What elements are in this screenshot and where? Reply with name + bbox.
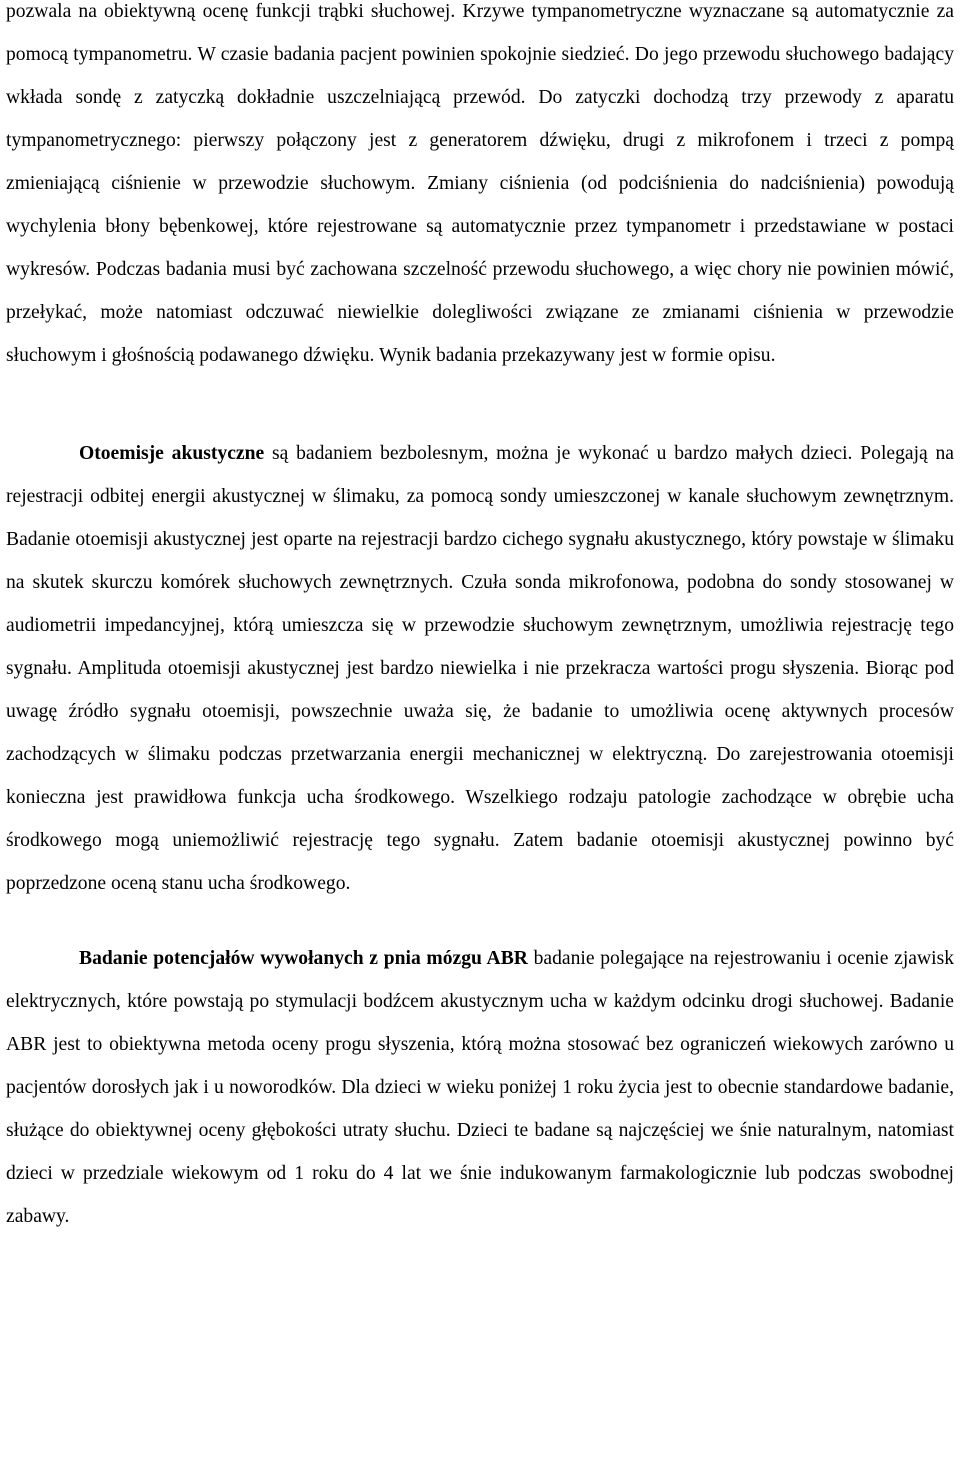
- paragraph-tympanometry: pozwala na obiektywną ocenę funkcji trąbki słuchowej. Krzywe tympanometryczne wyznaczane są automatycznie za pomocą tympanometru. W czasie badania pacjent powinien spokojnie siedzieć. Do jego przewodu słuchowego badający wkłada sondę z zatyczką dokładnie uszczelniającą przewód. Do zatyczki dochodzą trzy przewody z aparatu tympanometrycznego: pierwszy połączony jest z generatorem dźwięku, drugi z mikrofonem i trzeci z pompą zmieniającą ciśnienie w przewodzie słuchowym. Zmiany ciśnienia (od podciśnienia do nadciśnienia) powodują wychylenia błony bębenkowej, które rejestrowane są automatycznie przez tympanometr i przedstawiane w postaci wykresów. Podczas badania musi być zachowana szczelność przewodu słuchowego, a więc chory nie powinien mówić, przełykać, może natomiast odczuwać niewielkie dolegliwości związane ze zmianami ciśnienia w przewodzie słuchowym i głośnością podawanego dźwięku. Wynik badania przekazywany jest w formie opisu.: [6, 1, 954, 366]
- paragraph-otoacoustic-emissions: [6, 432, 954, 905]
- paragraph-abr-text: badanie polegające na rejestrowaniu i ocenie zjawisk elektrycznych, które powstają po stymulacji bodźcem akustycznym ucha w każdym odcinku drogi słuchowej. Badanie ABR jest to obiektywna metoda oceny progu słyszenia, którą można stosować bez ograniczeń wiekowych zarówno u pacjentów dorosłych jak i u noworodków. Dla dzieci w wieku poniżej 1 roku życia jest to obecnie standardowe badanie, służące do obiektywnej oceny głębokości utraty słuchu. Dzieci te badane są najczęściej we śnie naturalnym, natomiast dzieci w przedziale wiekowym od 1 roku do 4 lat we śnie indukowanym farmakologicznie lub podczas swobodnej zabawy.: [6, 948, 954, 1227]
- heading-otoacoustic-emissions: Otoemisje akustyczne: [79, 443, 265, 464]
- paragraph-otoacoustic-emissions-text: są badaniem bezbolesnym, można je wykonać u bardzo małych dzieci. Polegają na rejestracji odbitej energii akustycznej w ślimaku, za pomocą sondy umieszczonej w kanale słuchowym zewnętrznym. Badanie otoemisji akustycznej jest oparte na rejestracji bardzo cichego sygnału akustycznego, który powstaje w ślimaku na skutek skurczu komórek słuchowych zewnętrznych. Czuła sonda mikrofonowa, podobna do sondy stosowanej w audiometrii impedancyjnej, którą umieszcza się w przewodzie słuchowym zewnętrznym, umożliwia rejestrację tego sygnału. Amplituda otoemisji akustycznej jest bardzo niewielka i nie przekracza wartości progu słyszenia. Biorąc pod uwagę źródło sygnału otoemisji, powszechnie uważa się, że badanie to umożliwia ocenę aktywnych procesów zachodzących w ślimaku podczas przetwarzania energii mechanicznej w elektryczną. Do zarejestrowania otoemisji konieczna jest prawidłowa funkcja ucha środkowego. Wszelkiego rodzaju patologie zachodzące w obrębie ucha środkowego mogą uniemożliwić rejestrację tego sygnału. Zatem badanie otoemisji akustycznej powinno być poprzedzone oceną stanu ucha środkowego.: [6, 443, 955, 894]
- heading-abr: Badanie potencjałów wywołanych z pnia mózgu ABR: [79, 948, 528, 969]
- paragraph-abr: [6, 937, 954, 1238]
